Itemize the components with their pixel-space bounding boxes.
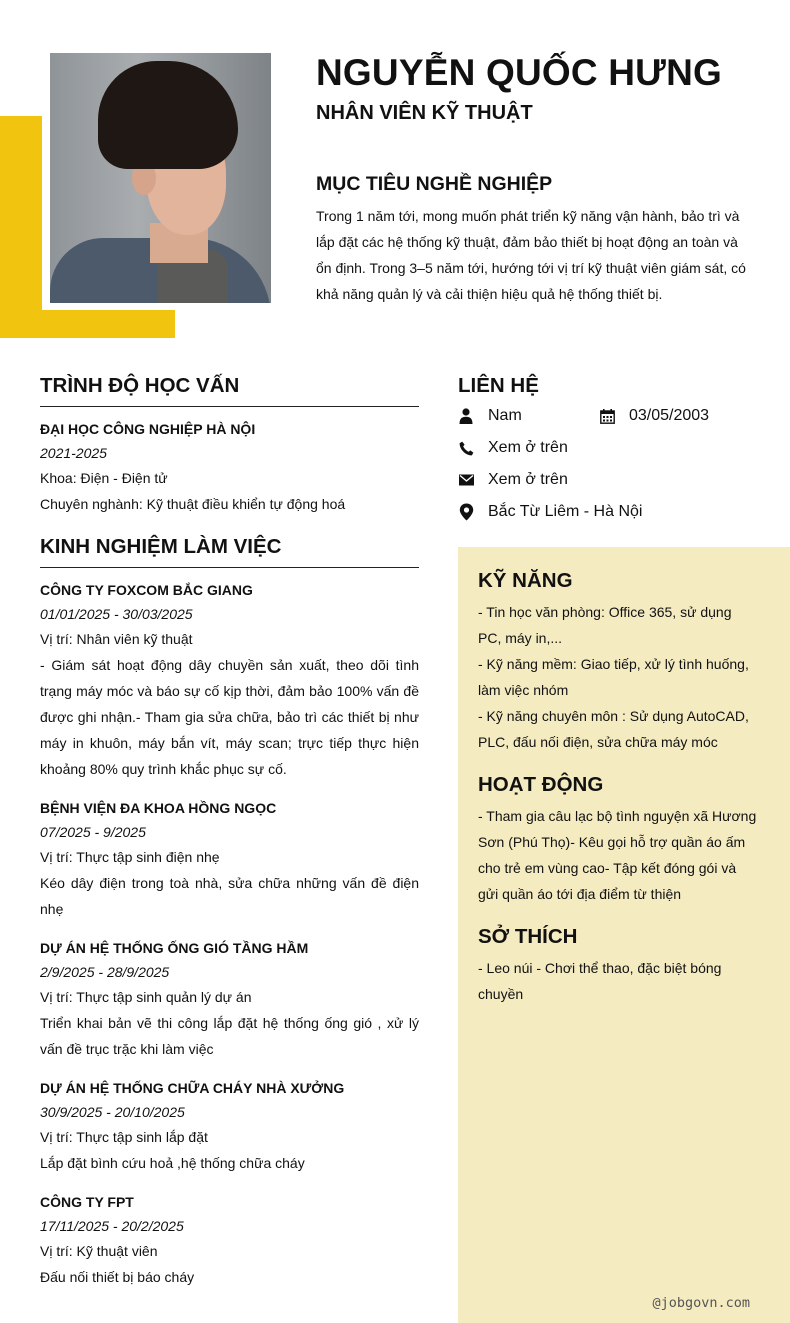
experience-item: [40, 580, 419, 782]
experience-position: Vị trí: Thực tập sinh điện nhẹ: [40, 849, 220, 865]
experience-description: Triển khai bản vẽ thi công lắp đặt hệ thống ống gió , xử lý vấn đề trục trặc khi làm việc: [40, 1015, 419, 1057]
contact-phone: [458, 436, 568, 460]
left-column: [40, 374, 419, 1290]
experience-description: Kéo dây điện trong toà nhà, sửa chữa những vấn đề điện nhẹ: [40, 875, 419, 917]
calendar-icon: [599, 408, 615, 424]
contact-phone-value: Xem ở trên: [488, 439, 568, 456]
experience-position: Vị trí: Thực tập sinh quản lý dự án: [40, 989, 252, 1005]
experience-title: BỆNH VIỆN ĐA KHOA HỒNG NGỌC: [40, 800, 277, 816]
experience-title: DỰ ÁN HỆ THỐNG CHỮA CHÁY NHÀ XƯỞNG: [40, 1080, 345, 1096]
skills-item: - Kỹ năng chuyên môn : Sử dụng AutoCAD, PLC, đấu nối điện, sửa chữa máy móc: [478, 708, 749, 750]
contact-gender: [458, 404, 522, 428]
objective-heading: MỤC TIÊU NGHỀ NGHIỆP: [316, 173, 553, 195]
experience-description: - Giám sát hoạt động dây chuyền sản xuất, theo dõi tình trạng máy móc và báo sự cố kịp thời, đảm bảo 100% vấn đề được ghi nhận.- Tham gia sửa chữa, bảo trì các thiết bị như máy in khuôn, máy bắn vít, máy scan; trực tiếp thực hiện khoảng 80% quy trình khắc phục sự cố.: [40, 657, 419, 777]
experience-description: Lắp đặt bình cứu hoả ,hệ thống chữa cháy: [40, 1155, 305, 1171]
education-period: 2021-2025: [40, 445, 107, 461]
experience-date: 01/01/2025 - 30/03/2025: [40, 606, 193, 622]
education-divider: [40, 406, 419, 407]
experience-item: [40, 1078, 419, 1176]
activities-heading: HOẠT ĐỘNG: [478, 773, 604, 796]
experience-divider: [40, 567, 419, 568]
objective-text: Trong 1 năm tới, mong muốn phát triển kỹ năng vận hành, bảo trì và lắp đặt các hệ thống kỹ thuật, đảm bảo thiết bị hoạt động an toàn và ổn định. Trong 3–5 năm tới, hướng tới vị trí kỹ thuật viên giám sát, có khả năng quản lý và cải thiện hiệu quả hệ thống thiết bị.: [316, 208, 746, 302]
education-school: ĐẠI HỌC CÔNG NGHIỆP HÀ NỘI: [40, 421, 256, 437]
hobbies-text: - Leo núi - Chơi thể thao, đặc biệt bóng chuyền: [478, 960, 722, 1002]
skills-heading: KỸ NĂNG: [478, 569, 573, 592]
education-heading: TRÌNH ĐỘ HỌC VẤN: [40, 374, 240, 397]
profile-photo: [50, 53, 271, 303]
job-title: NHÂN VIÊN KỸ THUẬT: [316, 102, 533, 124]
experience-position: Vị trí: Thực tập sinh lắp đặt: [40, 1129, 208, 1145]
watermark: @jobgovn.com: [652, 1295, 750, 1311]
person-icon: [458, 408, 474, 424]
experience-date: 30/9/2025 - 20/10/2025: [40, 1104, 185, 1120]
contact-birthday: [599, 404, 709, 428]
contact-gender-value: Nam: [488, 407, 522, 424]
contact-birthday-value: 03/05/2003: [629, 407, 710, 424]
experience-title: CÔNG TY FPT: [40, 1194, 134, 1210]
contact-email: [458, 468, 568, 492]
email-icon: [458, 472, 474, 488]
experience-date: 2/9/2025 - 28/9/2025: [40, 964, 170, 980]
experience-date: 17/11/2025 - 20/2/2025: [40, 1218, 184, 1234]
skills-item: - Tin học văn phòng: Office 365, sử dụng PC, máy in,...: [478, 604, 732, 646]
experience-title: DỰ ÁN HỆ THỐNG ỐNG GIÓ TẦNG HẦM: [40, 940, 309, 956]
contact-heading: LIÊN HỆ: [458, 374, 539, 397]
contact-address: [458, 500, 642, 524]
skills-item: - Kỹ năng mềm: Giao tiếp, xử lý tình huống, làm việc nhóm: [478, 656, 749, 698]
experience-heading: KINH NGHIỆM LÀM VIỆC: [40, 535, 282, 558]
experience-description: Đấu nối thiết bị báo cháy: [40, 1269, 195, 1285]
contact-email-value: Xem ở trên: [488, 471, 568, 488]
candidate-name: NGUYỄN QUỐC HƯNG: [316, 52, 722, 93]
education-major: Chuyên nghành: Kỹ thuật điều khiển tự động hoá: [40, 496, 346, 512]
experience-position: Vị trí: Kỹ thuật viên: [40, 1243, 158, 1259]
accent-block-vertical: [0, 116, 42, 338]
experience-date: 07/2025 - 9/2025: [40, 824, 146, 840]
experience-item: [40, 798, 419, 922]
experience-item: [40, 1192, 419, 1290]
experience-item: [40, 938, 419, 1062]
phone-icon: [458, 440, 474, 456]
location-pin-icon: [458, 504, 474, 520]
contact-address-value: Bắc Từ Liêm - Hà Nội: [488, 503, 643, 520]
experience-title: CÔNG TY FOXCOM BẮC GIANG: [40, 582, 253, 598]
accent-block-horizontal: [0, 310, 175, 338]
education-faculty: Khoa: Điện - Điện tử: [40, 470, 168, 486]
hobbies-heading: SỞ THÍCH: [478, 925, 578, 948]
experience-position: Vị trí: Nhân viên kỹ thuật: [40, 631, 193, 647]
right-panel: [458, 547, 790, 1323]
activities-text: - Tham gia câu lạc bộ tình nguyện xã Hương Sơn (Phú Thọ)- Kêu gọi hỗ trợ quần áo ấm cho trẻ em vùng cao- Tập kết đóng gói và gửi quần áo tới địa điểm từ thiện: [478, 808, 757, 902]
